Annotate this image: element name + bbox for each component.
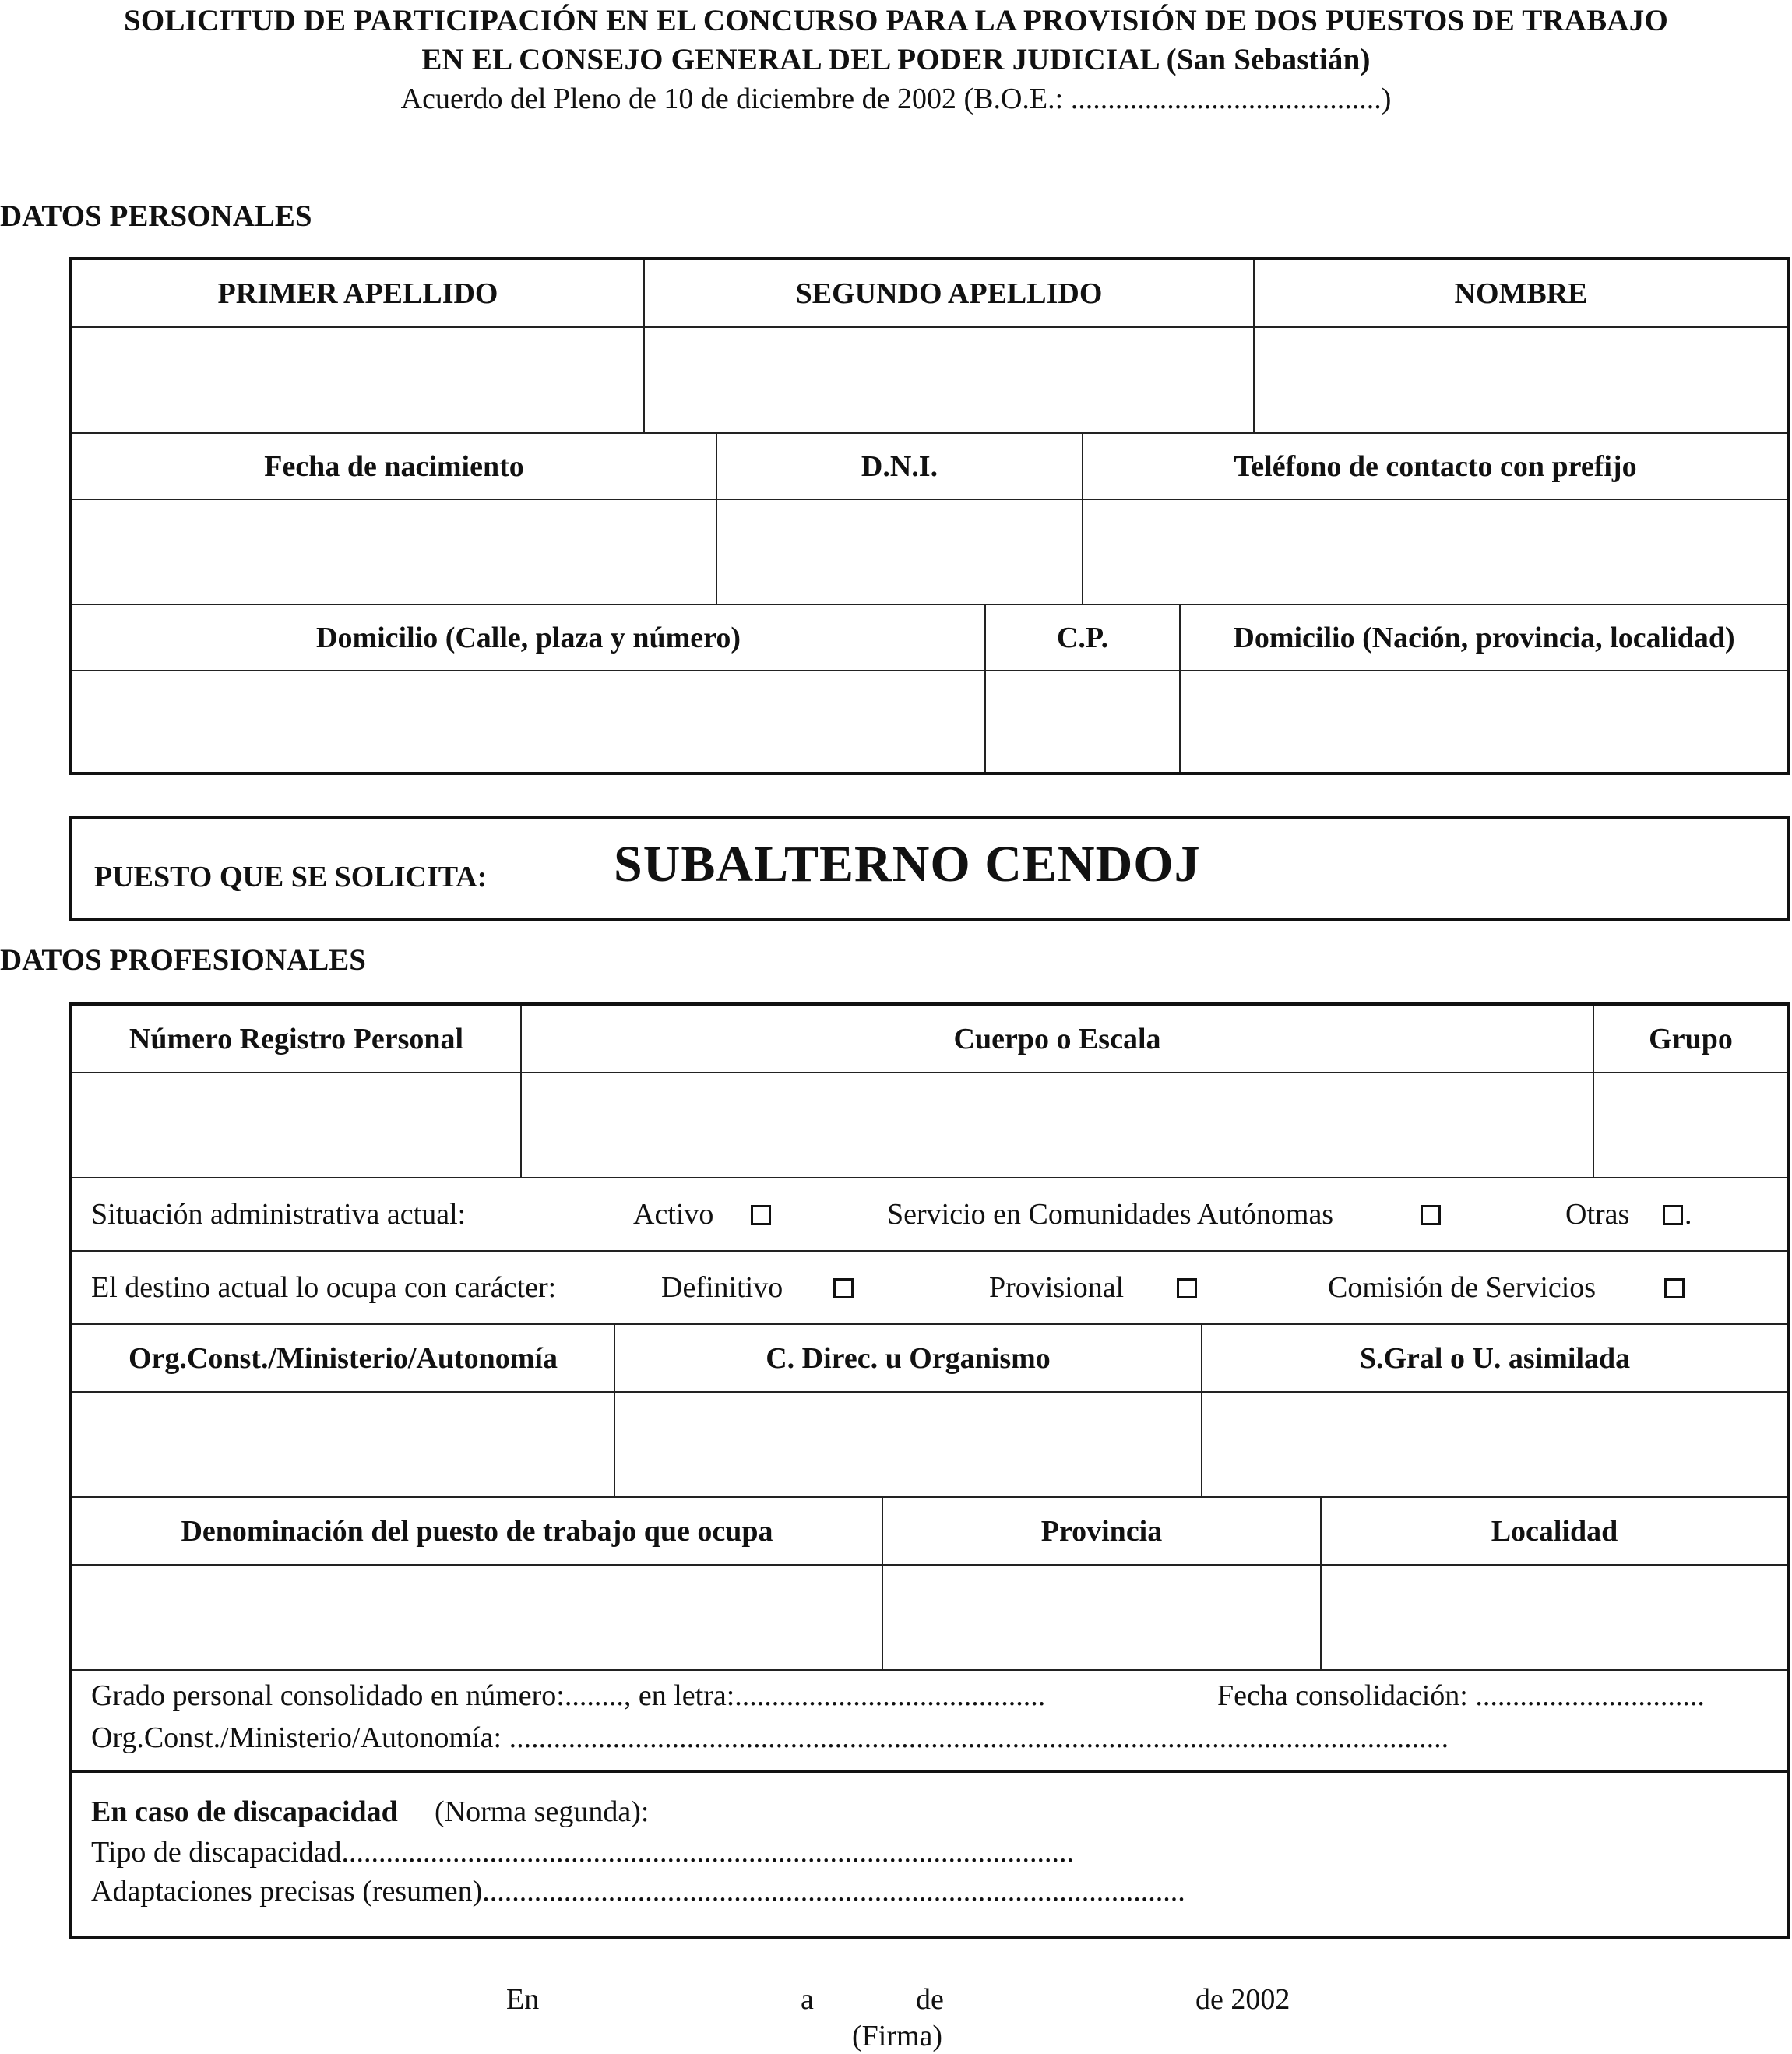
registry-number-field[interactable] (72, 1073, 520, 1177)
group-header: Grupo (1593, 1006, 1787, 1072)
job-title-header: Denominación del puesto de trabajo que ocupa (181, 1514, 773, 1548)
personal-data-table (69, 257, 1790, 775)
commission-option-label: Comisión de Servicios (1328, 1271, 1597, 1304)
form-subtitle: Acuerdo del Pleno de 10 de diciembre de 2002 (B.O.E.: ..........................................) (400, 83, 1392, 115)
signature-a: a (801, 1983, 814, 2016)
phone-header: Teléfono de contacto con prefijo (1082, 434, 1787, 499)
second-surname-field[interactable] (643, 328, 1253, 432)
disability-norm: (Norma segunda): (435, 1795, 650, 1828)
consolidation-date-line: Fecha consolidación: ............................... (1217, 1679, 1705, 1712)
org-ministry-header: Org.Const./Ministerio/Autonomía (129, 1341, 558, 1375)
general-sub-field[interactable] (1201, 1393, 1787, 1496)
postal-code-header: C.P. (984, 605, 1179, 670)
locality-field[interactable] (1320, 1566, 1787, 1669)
others-checkbox[interactable] (1663, 1205, 1683, 1225)
postal-code-field[interactable] (984, 671, 1179, 772)
disability-type-line: Tipo de discapacidad................................................................................................... (91, 1836, 1075, 1869)
disability-section (72, 1773, 1787, 1936)
autonomous-service-option-label: Servicio en Comunidades Autónomas (887, 1198, 1334, 1231)
requested-position-value: SUBALTERNO CENDOJ (614, 836, 1201, 893)
provisional-checkbox[interactable] (1177, 1278, 1197, 1298)
group-field[interactable] (1593, 1073, 1787, 1177)
dni-header: D.N.I. (716, 434, 1082, 499)
street-address-field[interactable] (72, 671, 984, 772)
second-surname-header: SEGUNDO APELLIDO (643, 260, 1253, 326)
active-option-label: Activo (633, 1198, 714, 1231)
birth-date-header: Fecha de nacimiento (264, 449, 524, 483)
signature-de: de (916, 1983, 944, 2016)
commission-checkbox[interactable] (1664, 1278, 1685, 1298)
org-ministry-field[interactable] (72, 1393, 614, 1496)
phone-field[interactable] (1082, 500, 1787, 604)
destination-row (72, 1252, 1787, 1323)
professional-data-table (69, 1002, 1790, 1939)
grade-row (72, 1671, 1787, 1770)
direction-org-header: C. Direc. u Organismo (614, 1325, 1201, 1391)
destination-label: El destino actual lo ocupa con carácter: (91, 1271, 557, 1304)
region-address-header: Domicilio (Nación, provincia, localidad) (1179, 605, 1787, 670)
adaptations-line: Adaptaciones precisas (resumen)............................................................................................... (91, 1875, 1185, 1908)
definitive-option-label: Definitivo (661, 1271, 783, 1304)
dni-field[interactable] (716, 500, 1082, 604)
registry-number-header: Número Registro Personal (129, 1022, 464, 1055)
job-title-field[interactable] (72, 1566, 882, 1669)
general-sub-header: S.Gral o U. asimilada (1201, 1325, 1787, 1391)
admin-situation-row (72, 1178, 1787, 1250)
grade-line: Grado personal consolidado en número:........, en letra:.......................................... (91, 1679, 1046, 1712)
region-address-field[interactable] (1179, 671, 1787, 772)
province-field[interactable] (882, 1566, 1320, 1669)
active-checkbox[interactable] (751, 1205, 771, 1225)
others-option-label: Otras (1565, 1198, 1630, 1231)
definitive-checkbox[interactable] (833, 1278, 854, 1298)
street-address-header: Domicilio (Calle, plaza y número) (316, 621, 741, 654)
admin-situation-label: Situación administrativa actual: (91, 1198, 466, 1231)
form-title-line-2: EN EL CONSEJO GENERAL DEL PODER JUDICIAL (San Sebastián) (421, 43, 1371, 76)
disability-title: En caso de discapacidad (91, 1795, 398, 1828)
birth-date-field[interactable] (72, 500, 716, 604)
signature-en: En (506, 1983, 540, 2016)
first-surname-header: PRIMER APELLIDO (217, 277, 498, 310)
autonomous-service-checkbox[interactable] (1421, 1205, 1441, 1225)
org-ministry-line: Org.Const./Ministerio/Autonomía: ............................................................................................................................... (91, 1721, 1449, 1754)
professional-data-heading: DATOS PROFESIONALES (0, 943, 366, 977)
requested-position-label: PUESTO QUE SE SOLICITA: (94, 861, 488, 893)
signature-firma: (Firma) (852, 2020, 943, 2052)
locality-header: Localidad (1320, 1498, 1787, 1564)
personal-data-heading: DATOS PERSONALES (0, 199, 312, 233)
first-surname-field[interactable] (72, 328, 643, 432)
form-title-line-1: SOLICITUD DE PARTICIPACIÓN EN EL CONCURSO PARA LA PROVISIÓN DE DOS PUESTOS DE TRABAJO (124, 4, 1668, 37)
provisional-option-label: Provisional (989, 1271, 1125, 1304)
signature-year: de 2002 (1195, 1983, 1290, 2016)
name-header: NOMBRE (1253, 260, 1787, 326)
body-scale-field[interactable] (520, 1073, 1593, 1177)
body-scale-header: Cuerpo o Escala (520, 1006, 1593, 1072)
direction-org-field[interactable] (614, 1393, 1201, 1496)
others-suffix: . (1685, 1198, 1692, 1231)
province-header: Provincia (882, 1498, 1320, 1564)
requested-position-box (69, 816, 1790, 921)
name-field[interactable] (1253, 328, 1787, 432)
